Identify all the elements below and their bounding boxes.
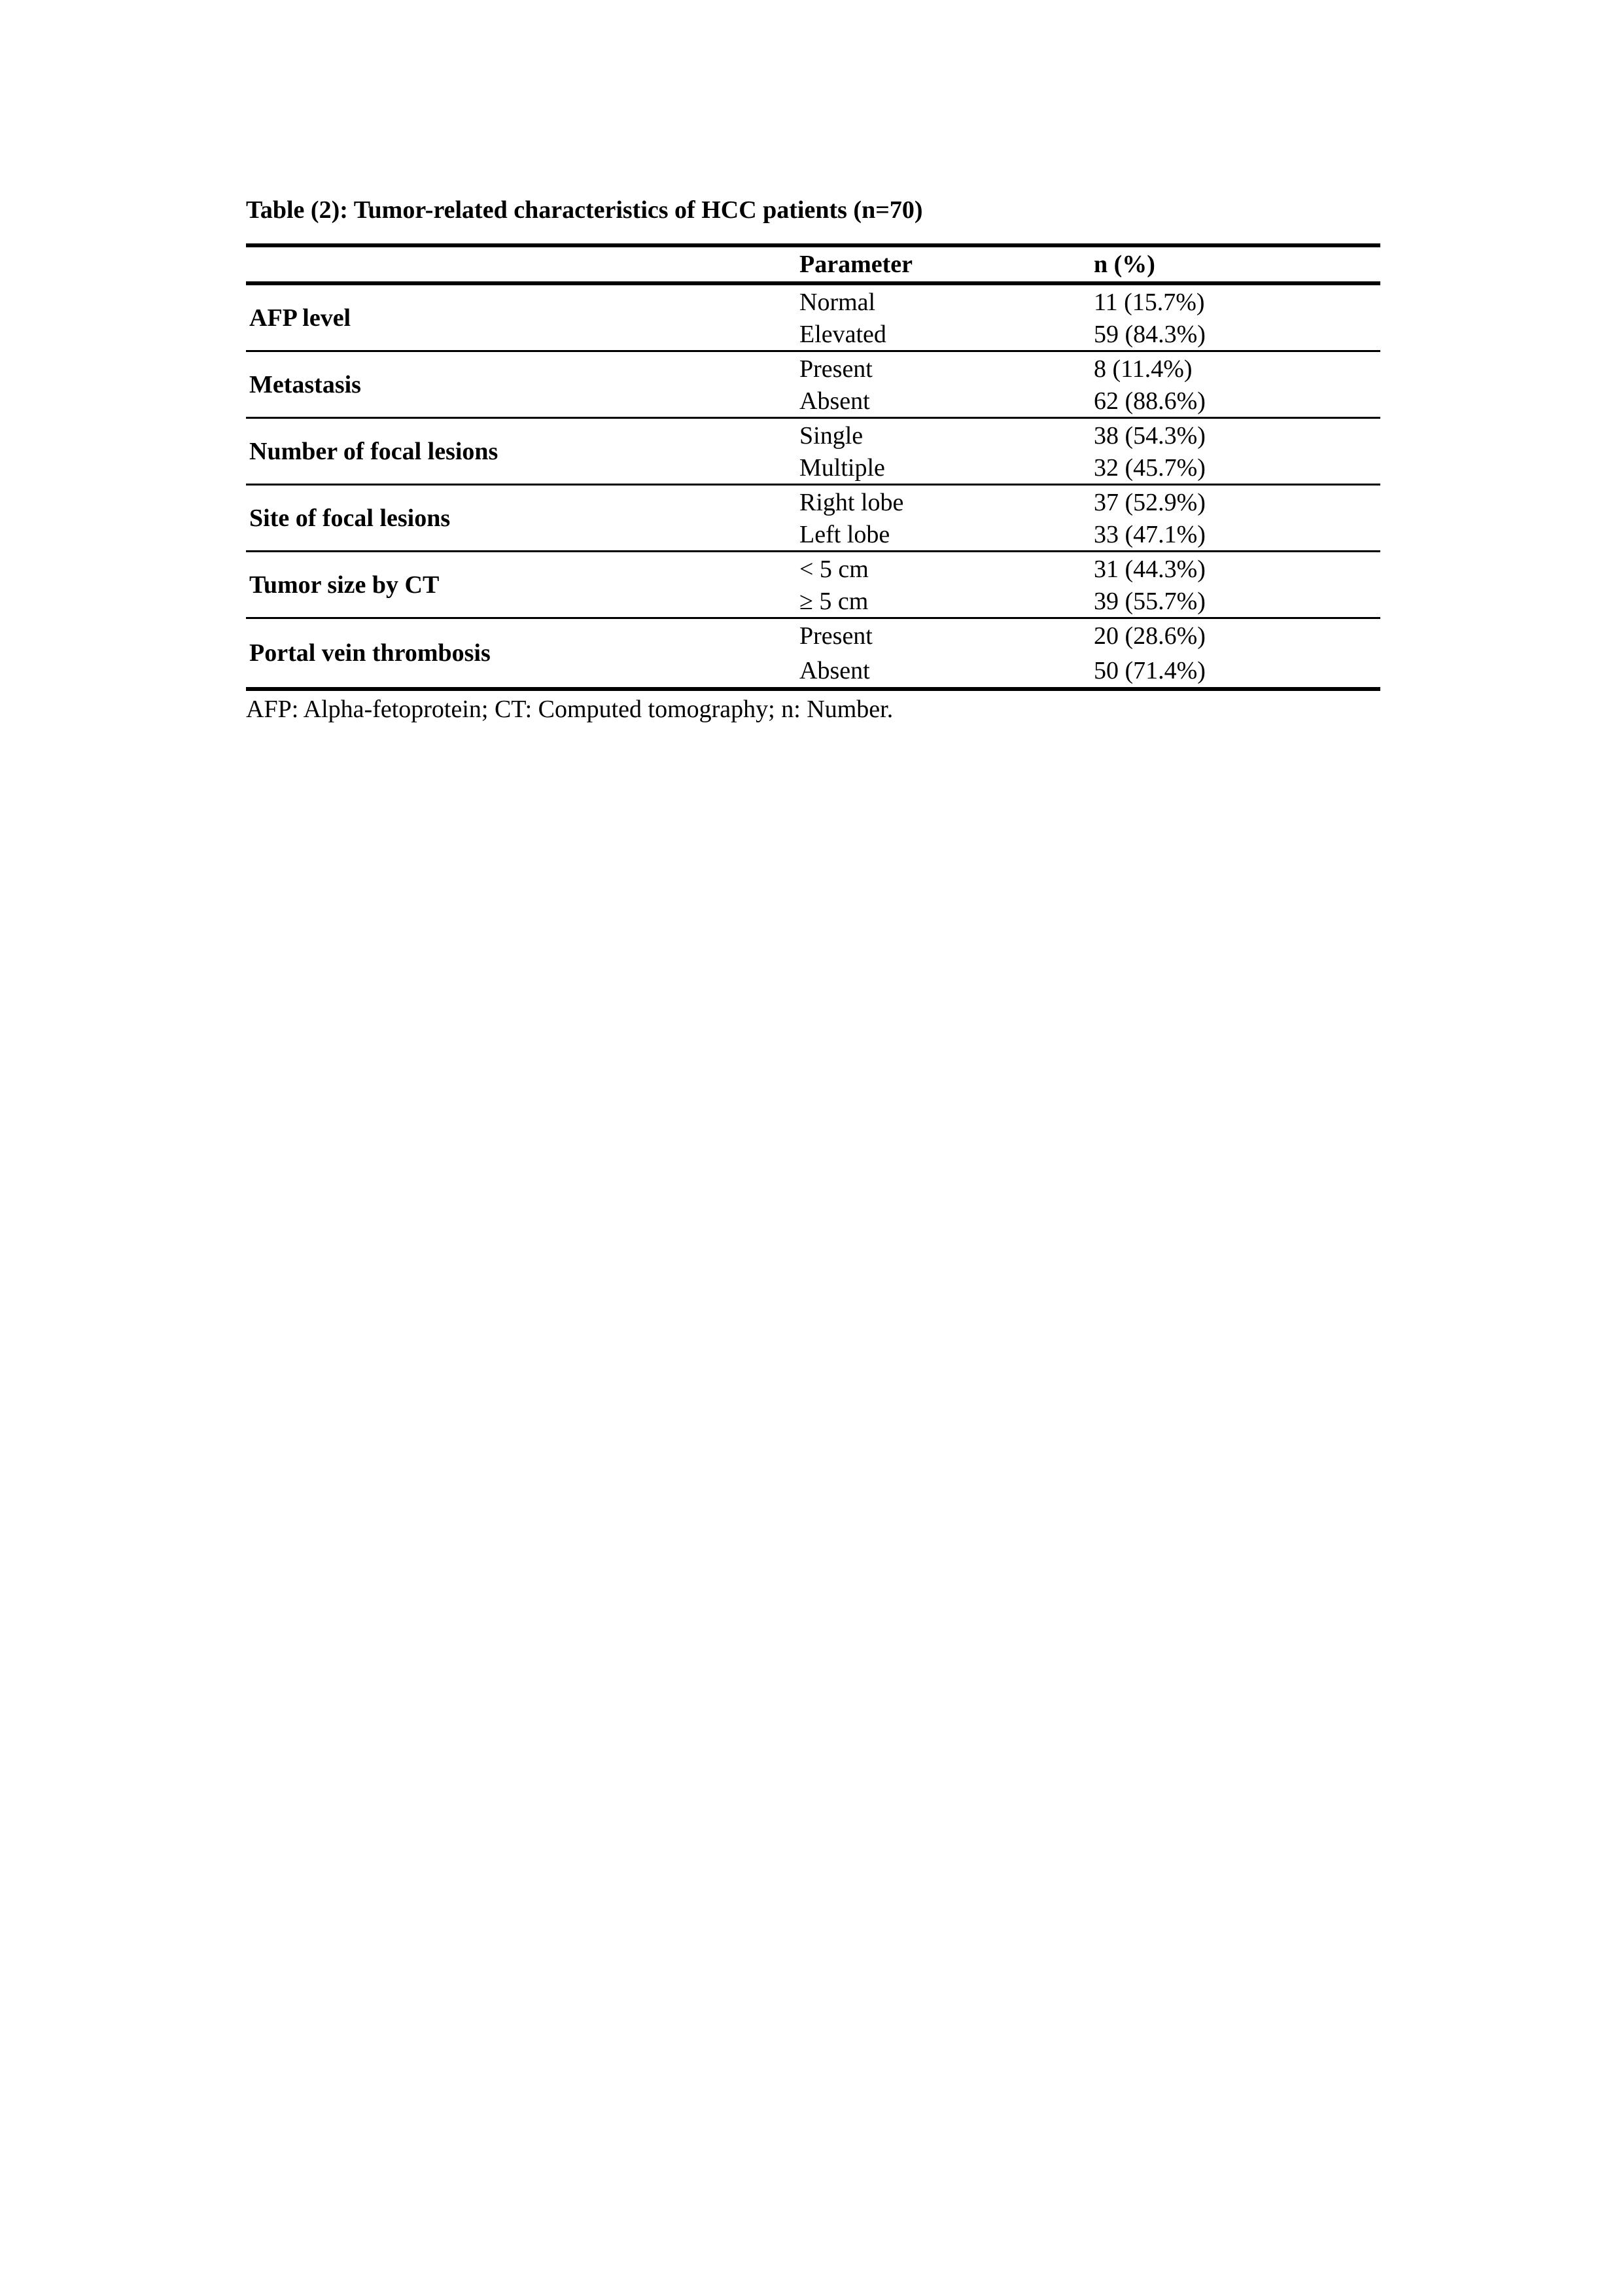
row-value: 39 (55.7%) [1094,588,1206,615]
group-label: Portal vein thrombosis [249,639,491,667]
table-group-metastasis [246,352,1380,417]
table-footnote: AFP: Alpha-fetoprotein; CT: Computed tomography; n: Number. [246,696,894,723]
header-parameter: Parameter [799,251,913,278]
table-bottom-rule [246,687,1380,691]
table-group-tumor-size-by-ct [246,552,1380,617]
row-subcategory: Present [799,355,873,383]
row-subcategory: Elevated [799,321,886,348]
row-subcategory: Left lobe [799,521,890,548]
row-subcategory: Multiple [799,454,885,482]
row-value: 38 (54.3%) [1094,422,1206,450]
row-subcategory: Absent [799,387,870,415]
table-caption: Table (2): Tumor-related characteristics of HCC patients (n=70) [246,196,923,224]
row-value: 33 (47.1%) [1094,521,1206,548]
row-value: 37 (52.9%) [1094,489,1206,516]
group-label: Site of focal lesions [249,504,451,532]
characteristics-table [246,243,1380,725]
table-group-number-of-focal-lesions [246,419,1380,484]
row-value: 11 (15.7%) [1094,289,1205,316]
row-value: 32 (45.7%) [1094,454,1206,482]
row-subcategory: < 5 cm [799,556,869,583]
row-subcategory: Right lobe [799,489,904,516]
table-group-site-of-focal-lesions [246,486,1380,550]
row-value: 8 (11.4%) [1094,355,1193,383]
table-group-afp-level [246,285,1380,350]
row-value: 50 (71.4%) [1094,657,1206,684]
group-label: Tumor size by CT [249,571,440,599]
row-value: 59 (84.3%) [1094,321,1206,348]
row-value: 20 (28.6%) [1094,622,1206,650]
row-value: 31 (44.3%) [1094,556,1206,583]
row-subcategory: Absent [799,657,870,684]
row-subcategory: Normal [799,289,876,316]
row-subcategory: Present [799,622,873,650]
group-label: Metastasis [249,370,361,398]
table-header-row [246,247,1380,281]
table-group-portal-vein-thrombosis [246,619,1380,687]
group-label: Number of focal lesions [249,437,498,465]
row-subcategory: ≥ 5 cm [799,588,869,615]
row-value: 62 (88.6%) [1094,387,1206,415]
group-label: AFP level [249,304,351,332]
header-n-percent: n (%) [1094,251,1155,278]
row-subcategory: Single [799,422,864,450]
